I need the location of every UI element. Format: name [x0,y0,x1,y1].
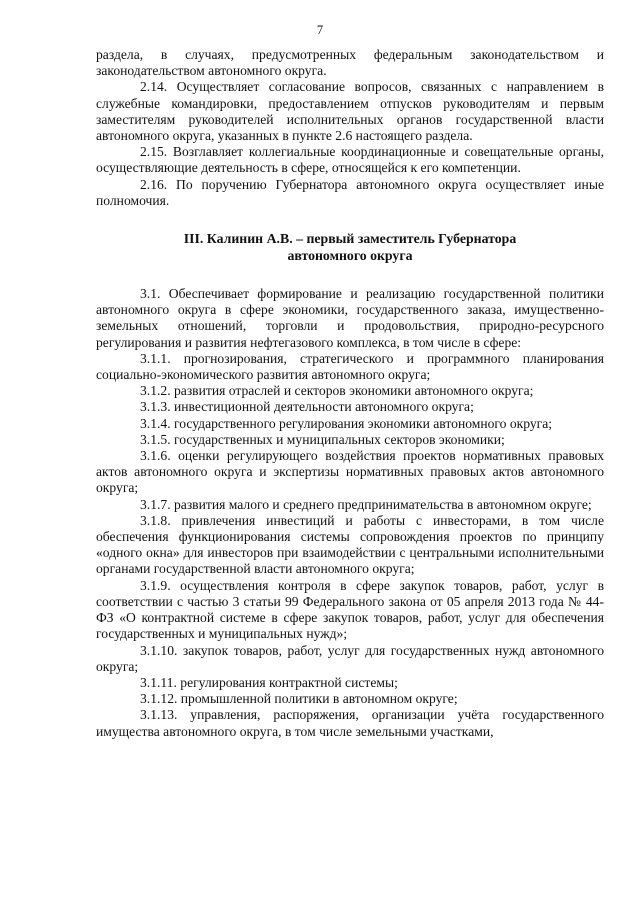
paragraph-3-1-3: 3.1.3. инвестиционной деятельности автономного округа; [140,399,474,415]
section-heading-line-1: III. Калинин А.В. – первый заместитель Губернатора [183,231,517,247]
paragraph-3-1-8: 3.1.8. привлечения инвестиций и работы с инвесторами, в том числе обеспечения функционирования системы сопровождения проектов по принципу «одного окна» для инвесторов при взаимодействии с центральными исполнительными органами государственной власти автономного округа; [96,512,604,577]
document-body [96,47,604,740]
page-number: 7 [316,23,324,37]
paragraph-3-1-7: 3.1.7. развития малого и среднего предпринимательства в автономном округе; [140,496,592,512]
paragraph-3-1-5: 3.1.5. государственных и муниципальных секторов экономики; [140,431,505,447]
paragraph-3-1-11: 3.1.11. регулирования контрактной системы; [140,674,398,690]
paragraph-3-1-2: 3.1.2. развития отраслей и секторов экономики автономного округа; [140,383,534,399]
paragraph-2-15: 2.15. Возглавляет коллегиальные координационные и совещательные органы, осуществляющие деятельность в сфере, относящейся к его компетенции. [96,144,604,176]
paragraph-3-1-9: 3.1.9. осуществления контроля в сфере закупок товаров, работ, услуг в соответствии с частью 3 статьи 99 Федерального закона от 05 апреля 2013 года № 44-ФЗ «О контрактной системе в сфере закупок товаров, работ, услуг для обеспечения государственных и муниципальных нужд»; [96,577,604,642]
paragraph-3-1-13: 3.1.13. управления, распоряжения, организации учёта государственного имущества автономного округа, в том числе земельными участками, [96,707,604,739]
paragraph-3-1-1: 3.1.1. прогнозирования, стратегического и программного планирования социально-экономического развития автономного округа; [96,350,604,383]
paragraph-2-14: 2.14. Осуществляет согласование вопросов, связанных с направлением в служебные командировки, предоставлением отпусков руководителям и первым заместителям руководителей исполнительных органов государственной власти автономного округа, указанных в пункте 2.6 настоящего раздела. [96,79,604,144]
section-heading [96,231,604,264]
section-heading-line-2: автономного округа [287,247,413,263]
paragraph-3-1-12: 3.1.12. промышленной политики в автономном округе; [140,691,458,707]
paragraph-3-1: 3.1. Обеспечивает формирование и реализацию государственной политики автономного округа в сфере экономики, государственного заказа, имущественно-земельных отношений, торговли и продовольствия, природно-ресурсного регулирования и развития нефтегазового комплекса, в том числе в сфере: [96,286,604,350]
paragraph-continuation: раздела, в случаях, предусмотренных федеральным законодательством и законодательством автономного округа. [96,47,604,79]
paragraph-2-16: 2.16. По поручению Губернатора автономного округа осуществляет иные полномочия. [96,176,604,208]
paragraph-3-1-4: 3.1.4. государственного регулирования экономики автономного округа; [140,415,553,431]
paragraph-3-1-10: 3.1.10. закупок товаров, работ, услуг для государственных нужд автономного округа; [96,642,604,674]
paragraph-3-1-6: 3.1.6. оценки регулирующего воздействия проектов нормативных правовых актов автономного округа и экспертизы нормативных правовых актов автономного округа; [96,448,604,496]
